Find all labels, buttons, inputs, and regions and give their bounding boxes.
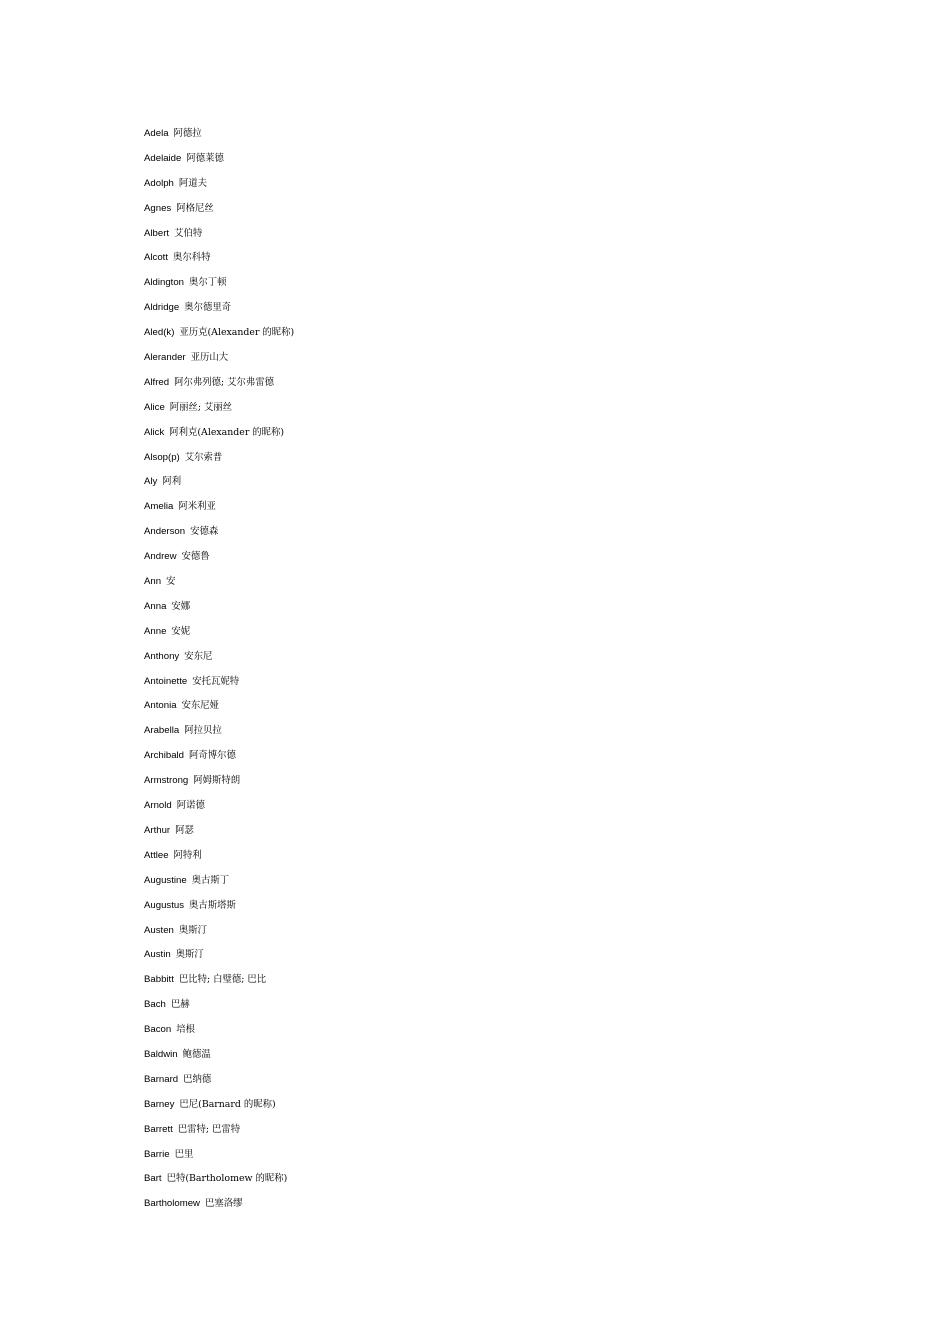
english-name: Bach <box>144 999 166 1011</box>
english-name: Aly <box>144 476 158 488</box>
list-item <box>144 1096 294 1121</box>
list-item <box>144 374 294 399</box>
chinese-translation: 阿利 <box>162 476 182 488</box>
list-item <box>144 722 294 747</box>
list-item <box>144 548 294 573</box>
english-name: Barnard <box>144 1073 179 1085</box>
english-name: Bartholomew <box>144 1198 200 1210</box>
chinese-translation: 艾尔索普 <box>184 451 223 463</box>
chinese-translation: 艾伯特 <box>174 227 203 239</box>
english-name: Agnes <box>144 202 172 214</box>
list-item <box>144 125 294 150</box>
chinese-translation: 阿特利 <box>173 849 202 861</box>
list-item <box>144 697 294 722</box>
english-name: Armstrong <box>144 775 189 787</box>
english-name: Austin <box>144 949 171 961</box>
list-item <box>144 1170 294 1195</box>
chinese-translation: 安 <box>166 576 176 588</box>
chinese-translation: 阿德拉 <box>173 128 202 139</box>
chinese-translation: 阿尔弗列德; 艾尔弗雷德 <box>174 376 274 388</box>
list-item <box>144 872 294 897</box>
chinese-translation: 奥尔丁顿 <box>189 277 227 289</box>
list-item <box>144 897 294 922</box>
chinese-translation: 奥古斯塔斯 <box>189 899 236 911</box>
list-item <box>144 424 294 449</box>
list-item <box>144 399 294 424</box>
english-name: Albert <box>144 227 170 239</box>
list-item <box>144 946 294 971</box>
english-name: Bacon <box>144 1024 172 1036</box>
english-name: Augustus <box>144 899 185 911</box>
english-name: Ann <box>144 576 162 588</box>
english-name: Arnold <box>144 800 172 812</box>
chinese-translation: 阿米利亚 <box>178 501 216 513</box>
list-item <box>144 772 294 797</box>
list-item <box>144 847 294 872</box>
chinese-translation: 阿格尼丝 <box>176 202 214 214</box>
chinese-translation: 巴特(Bartholomew 的昵称) <box>166 1173 288 1185</box>
english-name: Anna <box>144 600 167 612</box>
chinese-translation: 阿利克(Alexander 的昵称) <box>169 426 285 438</box>
english-name: Aldridge <box>144 302 180 314</box>
chinese-translation: 阿姆斯特朗 <box>193 775 241 787</box>
list-item <box>144 249 294 274</box>
chinese-translation: 安托瓦妮特 <box>192 675 240 687</box>
list-item <box>144 150 294 175</box>
list-item <box>144 1146 294 1171</box>
chinese-translation: 奥尔德里奇 <box>184 302 232 314</box>
english-name: Bart <box>144 1173 162 1185</box>
english-name: Alcott <box>144 252 168 264</box>
chinese-translation: 巴雷特; 巴雷特 <box>177 1123 241 1135</box>
list-item <box>144 1021 294 1046</box>
english-name: Barrie <box>144 1148 170 1160</box>
list-item <box>144 996 294 1021</box>
name-glossary-list <box>144 125 294 1220</box>
chinese-translation: 巴纳德 <box>183 1073 212 1085</box>
chinese-translation: 阿瑟 <box>175 824 194 836</box>
english-name: Arthur <box>144 824 171 836</box>
chinese-translation: 培根 <box>176 1024 195 1036</box>
list-item <box>144 573 294 598</box>
english-name: Adolph <box>144 177 174 189</box>
list-item <box>144 922 294 947</box>
list-item <box>144 523 294 548</box>
english-name: Anne <box>144 625 167 637</box>
chinese-translation: 安东尼 <box>184 650 213 662</box>
chinese-translation: 奥斯汀 <box>178 924 208 936</box>
english-name: Adela <box>144 128 169 139</box>
english-name: Alick <box>144 426 165 438</box>
list-item <box>144 200 294 225</box>
chinese-translation: 阿道夫 <box>178 177 208 189</box>
english-name: Alfred <box>144 376 170 388</box>
english-name: Alice <box>144 401 165 413</box>
list-item <box>144 349 294 374</box>
list-item <box>144 1195 294 1220</box>
chinese-translation: 阿拉贝拉 <box>184 725 222 737</box>
chinese-translation: 安娜 <box>171 600 191 612</box>
chinese-translation: 巴赫 <box>170 999 190 1011</box>
english-name: Anthony <box>144 650 180 662</box>
list-item <box>144 971 294 996</box>
english-name: Anderson <box>144 526 186 538</box>
chinese-translation: 巴塞洛缪 <box>205 1198 243 1210</box>
chinese-translation: 奥斯汀 <box>175 949 204 961</box>
list-item <box>144 498 294 523</box>
english-name: Adelaide <box>144 152 182 164</box>
chinese-translation: 鲍德温 <box>182 1048 211 1060</box>
english-name: Amelia <box>144 501 174 513</box>
list-item <box>144 225 294 250</box>
english-name: Babbitt <box>144 974 174 986</box>
english-name: Aled(k) <box>144 327 175 339</box>
list-item <box>144 673 294 698</box>
list-item <box>144 1046 294 1071</box>
english-name: Andrew <box>144 551 177 563</box>
list-item <box>144 1121 294 1146</box>
english-name: Barney <box>144 1098 175 1110</box>
list-item <box>144 324 294 349</box>
chinese-translation: 阿丽丝; 艾丽丝 <box>169 401 233 413</box>
list-item <box>144 473 294 498</box>
list-item <box>144 274 294 299</box>
english-name: Arabella <box>144 725 180 737</box>
list-item <box>144 623 294 648</box>
list-item <box>144 598 294 623</box>
chinese-translation: 亚历克(Alexander 的昵称) <box>179 327 295 339</box>
chinese-translation: 阿奇博尔德 <box>189 750 236 762</box>
list-item <box>144 299 294 324</box>
chinese-translation: 阿德莱德 <box>186 152 224 164</box>
english-name: Alsop(p) <box>144 451 180 463</box>
chinese-translation: 安妮 <box>171 625 191 637</box>
chinese-translation: 亚历山大 <box>190 352 229 364</box>
chinese-translation: 巴比特; 白璧德; 巴比 <box>178 974 267 986</box>
list-item <box>144 648 294 673</box>
english-name: Barrett <box>144 1123 173 1135</box>
english-name: Alerander <box>144 352 186 364</box>
list-item <box>144 747 294 772</box>
chinese-translation: 安德森 <box>190 526 219 538</box>
english-name: Baldwin <box>144 1048 178 1060</box>
chinese-translation: 巴里 <box>174 1148 194 1160</box>
english-name: Austen <box>144 924 174 936</box>
chinese-translation: 奥尔科特 <box>173 252 211 264</box>
chinese-translation: 安东尼娅 <box>181 700 220 712</box>
english-name: Antonia <box>144 700 177 712</box>
list-item <box>144 1071 294 1096</box>
list-item <box>144 449 294 474</box>
english-name: Archibald <box>144 750 184 762</box>
chinese-translation: 巴尼(Barnard 的昵称) <box>179 1098 276 1110</box>
chinese-translation: 阿诺德 <box>176 800 205 812</box>
chinese-translation: 奥古斯丁 <box>191 874 230 886</box>
chinese-translation: 安德鲁 <box>181 551 210 563</box>
english-name: Antoinette <box>144 675 188 687</box>
list-item <box>144 822 294 847</box>
list-item <box>144 797 294 822</box>
english-name: Attlee <box>144 849 169 861</box>
english-name: Augustine <box>144 874 187 886</box>
list-item <box>144 175 294 200</box>
english-name: Aldington <box>144 277 185 289</box>
